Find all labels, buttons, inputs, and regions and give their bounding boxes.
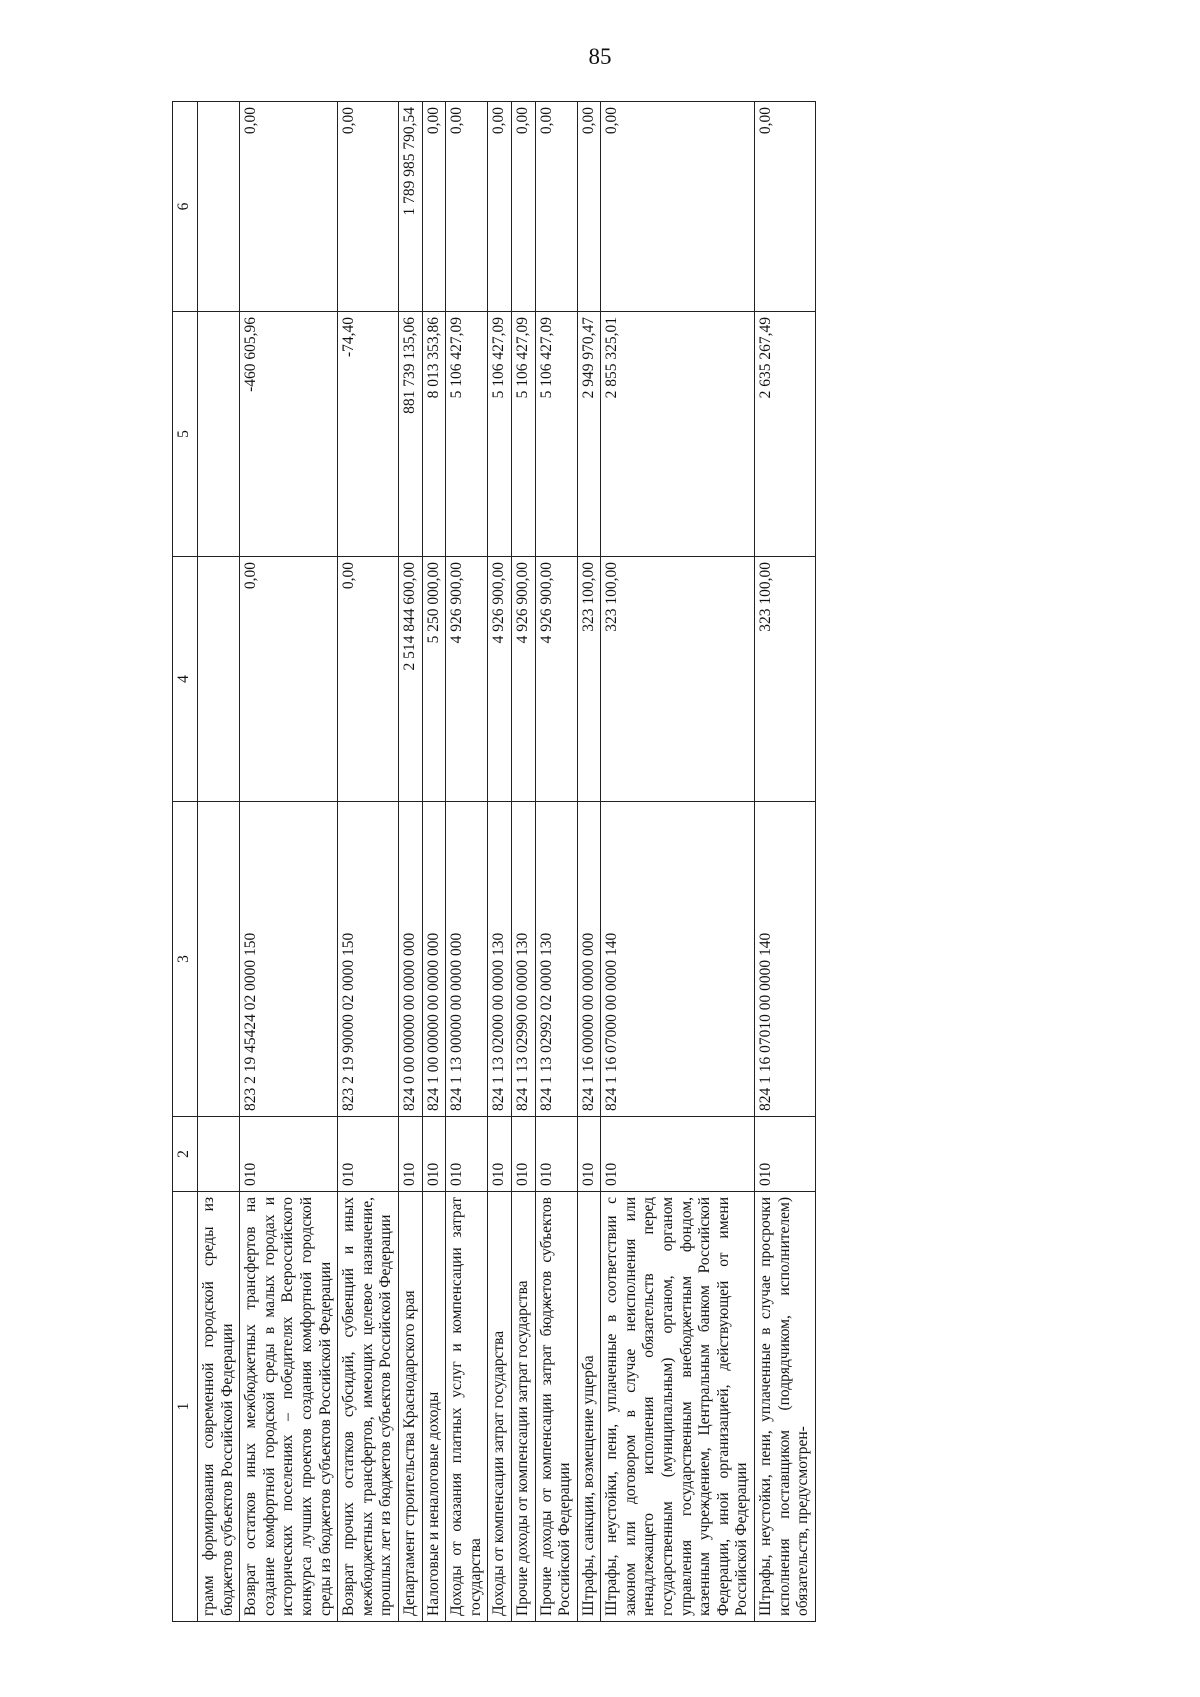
row-col4-cell: 323 100,00 [577, 557, 601, 802]
row-kbk-cell: 824 1 16 07000 00 0000 140 [601, 802, 755, 1117]
row-col6-cell: 0,00 [488, 102, 512, 312]
row-col5-cell: 5 106 427,09 [535, 312, 577, 557]
row-col6-cell: 0,00 [240, 102, 338, 312]
table-row [398, 102, 422, 1622]
table-row [511, 102, 535, 1622]
row-kbk-cell: 823 2 19 45424 02 0000 150 [240, 802, 338, 1117]
row-col4-cell: 0,00 [338, 557, 399, 802]
row-kbk-cell: 824 1 13 00000 00 0000 000 [446, 802, 488, 1117]
row-col4-cell: 4 926 900,00 [488, 557, 512, 802]
row-col4-cell: 323 100,00 [601, 557, 755, 802]
row-code-cell: 010 [577, 1117, 601, 1192]
header-col-1: 1 [173, 1192, 198, 1622]
row-kbk-cell: 824 1 13 02992 02 0000 130 [535, 802, 577, 1117]
row-name-cell: Возврат остатков иных межбюджетных трансфертов на создание комфортной городской среды в малых городах и исторических поселениях – победителях Всероссийского конкурса лучших проектов создания комфортной городской среды из бюджетов субъектов Российской Федерации [240, 1192, 338, 1622]
row-col5-cell: 5 106 427,09 [488, 312, 512, 557]
row-kbk-cell: 823 2 19 90000 02 0000 150 [338, 802, 399, 1117]
page-number: 85 [588, 44, 612, 69]
row-name-cell: Штрафы, неустойки, пени, уплаченные в соответствии с законом или договором в случае неисполнения или ненадлежащего исполнения обязательств перед государственным (муниципальным) органом, органом управления государственным внебюджетным фондом, казенным учреждением, Центральным банком Российской Федерации, иной организацией, действующей от имени Российской Федерации [601, 1192, 755, 1622]
row-col6-cell: 1 789 985 790,54 [398, 102, 422, 312]
table-row [338, 102, 399, 1622]
row-code-cell: 010 [422, 1117, 446, 1192]
row-kbk-cell: 824 1 13 02990 00 0000 130 [511, 802, 535, 1117]
row-code-cell: 010 [240, 1117, 338, 1192]
row-name-cell: Прочие доходы от компенсации затрат государства [511, 1192, 535, 1622]
row-kbk-cell: 824 0 00 00000 00 0000 000 [398, 802, 422, 1117]
row-name-cell: Доходы от компенсации затрат государства [488, 1192, 512, 1622]
row-col4-cell: 4 926 900,00 [446, 557, 488, 802]
header-col-4: 4 [173, 557, 198, 802]
row-name-cell: Возврат прочих остатков субсидий, субвенций и иных межбюджетных трансфертов, имеющих целевое назначение, прошлых лет из бюджетов субъектов Российской Федерации [338, 1192, 399, 1622]
row-name-cell: Налоговые и неналоговые доходы [422, 1192, 446, 1622]
table-row [535, 102, 577, 1622]
row-col5-cell: 8 013 353,86 [422, 312, 446, 557]
row-name-cell: Штрафы, санкции, возмещение ущерба [577, 1192, 601, 1622]
row-kbk-cell: 824 1 00 00000 00 0000 000 [422, 802, 446, 1117]
row-col6-cell: 0,00 [755, 102, 816, 312]
header-col-3: 3 [173, 802, 198, 1117]
row-code-cell: 010 [338, 1117, 399, 1192]
row-col5-cell: 5 106 427,09 [446, 312, 488, 557]
row-kbk-cell: 824 1 13 02000 00 0000 130 [488, 802, 512, 1117]
row-col5-cell: 5 106 427,09 [511, 312, 535, 557]
row-col5-cell: 2 949 970,47 [577, 312, 601, 557]
row-code-cell: 010 [446, 1117, 488, 1192]
row-col4-cell: 2 514 844 600,00 [398, 557, 422, 802]
row-code-cell: 010 [398, 1117, 422, 1192]
row-code-cell: 010 [755, 1117, 816, 1192]
row-col5-cell: 2 635 267,49 [755, 312, 816, 557]
row-col4-cell: 4 926 900,00 [535, 557, 577, 802]
row-code-cell: 010 [535, 1117, 577, 1192]
row-col4-cell [198, 557, 240, 802]
row-col6-cell: 0,00 [338, 102, 399, 312]
rotated-table-container [172, 102, 1052, 1622]
row-col5-cell [198, 312, 240, 557]
row-col6-cell: 0,00 [446, 102, 488, 312]
row-kbk-cell: 824 1 16 00000 00 0000 000 [577, 802, 601, 1117]
row-name-cell: Прочие доходы от компенсации затрат бюджетов субъектов Российской Федерации [535, 1192, 577, 1622]
row-col6-cell: 0,00 [422, 102, 446, 312]
row-col6-cell: 0,00 [535, 102, 577, 312]
table-header-row [173, 102, 198, 1622]
table-row [422, 102, 446, 1622]
row-name-cell: Департамент строительства Краснодарского края [398, 1192, 422, 1622]
row-code-cell: 010 [511, 1117, 535, 1192]
header-col-6: 6 [173, 102, 198, 312]
table-row [240, 102, 338, 1622]
row-col6-cell: 0,00 [511, 102, 535, 312]
row-col4-cell: 4 926 900,00 [511, 557, 535, 802]
table-row [755, 102, 816, 1622]
row-col4-cell: 323 100,00 [755, 557, 816, 802]
row-col5-cell: 2 855 325,01 [601, 312, 755, 557]
row-col6-cell [198, 102, 240, 312]
table-row [488, 102, 512, 1622]
row-col6-cell: 0,00 [577, 102, 601, 312]
header-col-5: 5 [173, 312, 198, 557]
row-col5-cell: 881 739 135,06 [398, 312, 422, 557]
table-row [198, 102, 240, 1622]
row-name-cell: Доходы от оказания платных услуг и компенсации затрат государства [446, 1192, 488, 1622]
row-col4-cell: 0,00 [240, 557, 338, 802]
row-col5-cell: -74,40 [338, 312, 399, 557]
revenue-table [172, 101, 816, 1622]
table-row [446, 102, 488, 1622]
row-kbk-cell [198, 802, 240, 1117]
row-col6-cell: 0,00 [601, 102, 755, 312]
row-kbk-cell: 824 1 16 07010 00 0000 140 [755, 802, 816, 1117]
row-name-cell: грамм формирования современной городской среды из бюджетов субъектов Российской Федерации [198, 1192, 240, 1622]
row-code-cell [198, 1117, 240, 1192]
row-code-cell: 010 [601, 1117, 755, 1192]
table-row [601, 102, 755, 1622]
row-col4-cell: 5 250 000,00 [422, 557, 446, 802]
header-col-2: 2 [173, 1117, 198, 1192]
row-code-cell: 010 [488, 1117, 512, 1192]
table-row [577, 102, 601, 1622]
row-name-cell: Штрафы, неустойки, пени, уплаченные в случае просрочки исполнения поставщиком (подрядчиком, исполнителем) обязательств, предусмотрен- [755, 1192, 816, 1622]
row-col5-cell: -460 605,96 [240, 312, 338, 557]
